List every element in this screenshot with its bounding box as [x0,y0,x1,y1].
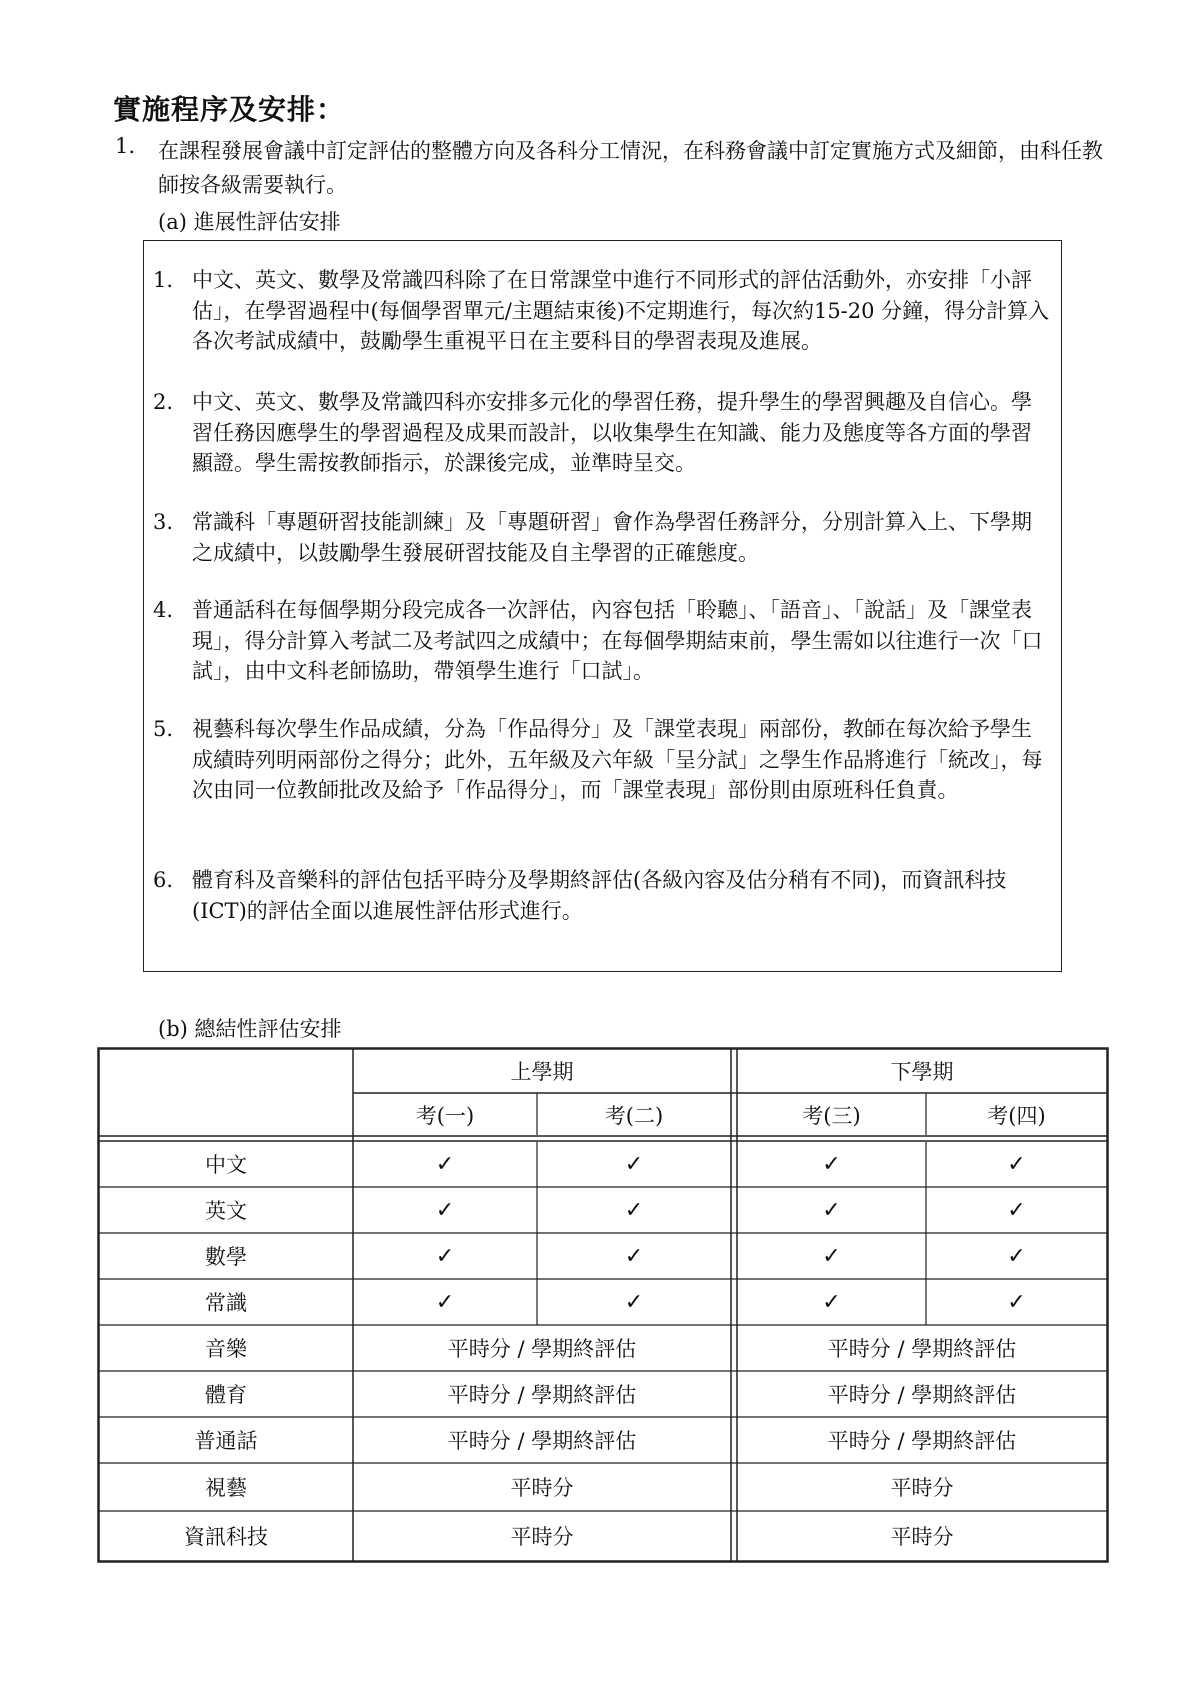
subject-label: 數學 [205,1245,247,1269]
summative-assessment-table [97,1047,1109,1563]
term-header: 上學期 [510,1060,574,1084]
list-item-number: 6. [153,868,174,892]
subject-label: 資訊科技 [184,1525,268,1549]
table-cell: 平時分 [510,1476,574,1500]
subject-label: 音樂 [205,1337,247,1361]
check-icon: ✓ [435,1289,455,1315]
check-icon: ✓ [822,1243,841,1269]
exam-header: 考(四) [987,1103,1046,1128]
list-item-text: 常識科「專題研習技能訓練」及「專題研習」會作為學習任務評分，分別計算入上、下學期之成績中，以鼓勵學生發展研習技能及自主學習的正確態度。 [192,510,1032,565]
list-item-number: 4. [153,598,174,622]
item-text: 在課程發展會議中訂定評估的整體方向及各科分工情況，在科務會議中訂定實施方式及細節，由科任教師按各級需要執行。 [158,139,1103,197]
list-item-text: 體育科及音樂科的評估包括平時分及學期終評估(各級內容及估分稍有不同)，而資訊科技(ICT)的評估全面以進展性評估形式進行。 [192,868,1007,923]
section-a-heading: (a) 進展性評估安排 [158,210,341,234]
page-title: 實施程序及安排： [113,93,346,126]
list-item-number: 3. [153,510,174,534]
exam-header: 考(三) [802,1103,861,1128]
check-icon: ✓ [624,1243,644,1269]
subject-label: 中文 [205,1153,247,1177]
exam-header: 考(一) [415,1103,475,1128]
table-cell: 平時分 / 學期終評估 [447,1337,637,1361]
subject-label: 英文 [205,1199,247,1223]
check-icon: ✓ [822,1151,841,1177]
table-cell: 平時分 / 學期終評估 [827,1429,1017,1453]
list-item-number: 1. [153,268,174,292]
table-cell: 平時分 / 學期終評估 [827,1337,1017,1361]
check-icon: ✓ [624,1151,644,1177]
formative-assessment-box [143,240,1062,972]
subject-label: 普通話 [194,1429,258,1453]
table-cell: 平時分 [890,1476,954,1500]
check-icon: ✓ [1007,1151,1026,1177]
table-cell: 平時分 / 學期終評估 [447,1429,637,1453]
check-icon: ✓ [822,1289,841,1315]
check-icon: ✓ [435,1151,455,1177]
check-icon: ✓ [1007,1243,1026,1269]
list-item-text: 中文、英文、數學及常識四科除了在日常課堂中進行不同形式的評估活動外，亦安排「小評估」，在學習過程中(每個學習單元/主題結束後)不定期進行，每次約15-20 分鐘，得分計算入各次考試成績中，鼓勵學生重視平日在主要科目的學習表現及進展。 [192,268,1050,353]
check-icon: ✓ [822,1197,841,1223]
item-number: 1. [115,134,136,158]
list-item-number: 2. [153,390,174,414]
table-cell: 平時分 [890,1525,954,1549]
exam-header: 考(二) [604,1103,664,1128]
term-header: 下學期 [890,1060,954,1084]
table-cell: 平時分 / 學期終評估 [447,1383,637,1407]
list-item-text: 視藝科每次學生作品成績，分為「作品得分」及「課堂表現」兩部份，教師在每次給予學生成績時列明兩部份之得分；此外，五年級及六年級「呈分試」之學生作品將進行「統改」，每次由同一位教師批改及給予「作品得分」，而「課堂表現」部份則由原班科任負責。 [192,717,1043,802]
subject-label: 常識 [205,1291,247,1315]
subject-label: 視藝 [205,1476,247,1500]
subject-label: 體育 [205,1383,247,1407]
list-item-text: 普通話科在每個學期分段完成各一次評估，內容包括「聆聽」、「語音」、「說話」及「課堂表現」，得分計算入考試二及考試四之成績中；在每個學期結束前，學生需如以往進行一次「口試」，由中文科老師協助，帶領學生進行「口試」。 [192,598,1043,683]
check-icon: ✓ [624,1197,644,1223]
table-cell: 平時分 [510,1525,574,1549]
table-cell: 平時分 / 學期終評估 [827,1383,1017,1407]
check-icon: ✓ [1007,1289,1026,1315]
check-icon: ✓ [435,1243,455,1269]
list-item-text: 中文、英文、數學及常識四科亦安排多元化的學習任務，提升學生的學習興趣及自信心。學習任務因應學生的學習過程及成果而設計，以收集學生在知識、能力及態度等各方面的學習顯證。學生需按教師指示，於課後完成，並準時呈交。 [192,390,1032,475]
list-item-number: 5. [153,717,174,741]
check-icon: ✓ [1007,1197,1026,1223]
check-icon: ✓ [435,1197,455,1223]
section-b-heading: (b) 總結性評估安排 [158,1017,342,1041]
check-icon: ✓ [624,1289,644,1315]
